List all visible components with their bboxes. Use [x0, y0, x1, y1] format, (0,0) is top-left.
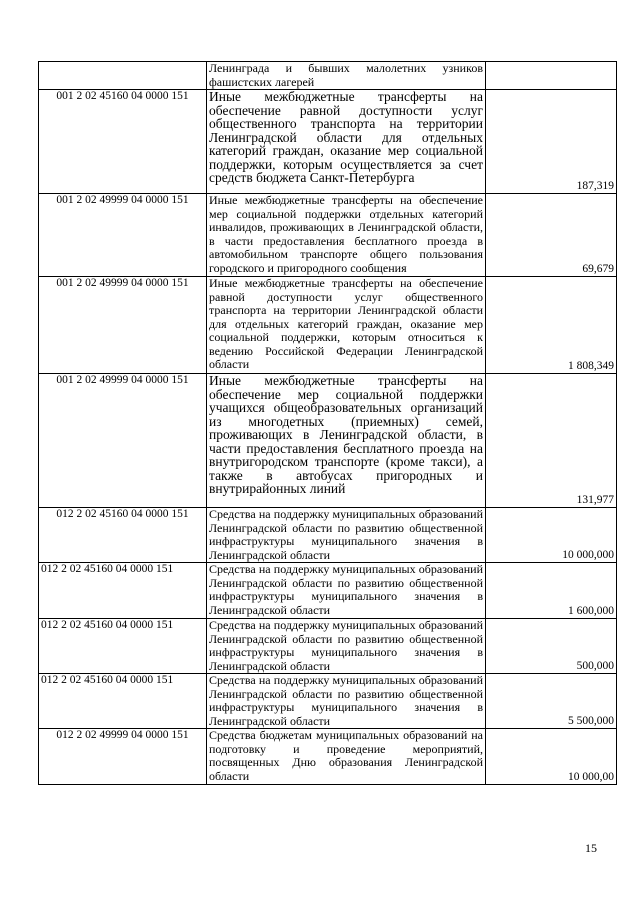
- table-row: [39, 62, 617, 90]
- description-cell: Средства на поддержку муниципальных образований Ленинградской области по развитию общественной инфраструктуры муниципального значения в Ленинградской области: [207, 619, 486, 674]
- budget-table: [38, 61, 617, 785]
- description-cell: Иные межбюджетные трансферты на обеспечение равной доступности услуг общественного транспорта на территории Ленинградской области для отдельных категорий граждан, оказание мер социальной поддержки, которым относиться к ведению Российской Федерации Ленинградской области: [207, 277, 486, 374]
- table-row: [39, 90, 617, 194]
- table-row: [39, 277, 617, 374]
- amount-cell: 10 000,000: [486, 508, 617, 563]
- amount-cell: 187,319: [486, 90, 617, 194]
- description-cell: Ленинграда и бывших малолетних узников фашистских лагерей: [207, 62, 486, 90]
- table-row: [39, 619, 617, 674]
- code-cell: 001 2 02 49999 04 0000 151: [39, 194, 207, 277]
- code-cell: 001 2 02 45160 04 0000 151: [39, 90, 207, 194]
- description-cell: Средства на поддержку муниципальных образований Ленинградской области по развитию общественной инфраструктуры муниципального значения в Ленинградской области: [207, 508, 486, 563]
- table-row: [39, 194, 617, 277]
- description-cell: Средства бюджетам муниципальных образований на подготовку и проведение мероприятий, посвященных Дню образования Ленинградской области: [207, 729, 486, 785]
- code-cell: 001 2 02 49999 04 0000 151: [39, 277, 207, 374]
- code-cell: 012 2 02 49999 04 0000 151: [39, 729, 207, 785]
- description-cell: Иные межбюджетные трансферты на обеспечение равной доступности услуг общественного транспорта на территории Ленинградской области для отдельных категорий граждан, оказание мер социальной поддержки, которым осуществляется за счет средств бюджета Санкт-Петербурга: [207, 90, 486, 194]
- description-cell: Средства на поддержку муниципальных образований Ленинградской области по развитию общественной инфраструктуры муниципального значения в Ленинградской области: [207, 674, 486, 729]
- description-cell: Средства на поддержку муниципальных образований Ленинградской области по развитию общественной инфраструктуры муниципального значения в Ленинградской области: [207, 563, 486, 619]
- code-cell: 012 2 02 45160 04 0000 151: [39, 563, 207, 619]
- amount-cell: 500,000: [486, 619, 617, 674]
- code-cell: 012 2 02 45160 04 0000 151: [39, 619, 207, 674]
- table-row: [39, 674, 617, 729]
- code-cell: 001 2 02 49999 04 0000 151: [39, 374, 207, 508]
- amount-cell: 5 500,000: [486, 674, 617, 729]
- code-cell: 012 2 02 45160 04 0000 151: [39, 508, 207, 563]
- amount-cell: 1 600,000: [486, 563, 617, 619]
- table-row: [39, 563, 617, 619]
- table-row: [39, 729, 617, 785]
- page-number: 15: [585, 841, 597, 855]
- table-row: [39, 508, 617, 563]
- amount-cell: 131,977: [486, 374, 617, 508]
- table-row: [39, 374, 617, 508]
- code-cell: 012 2 02 45160 04 0000 151: [39, 674, 207, 729]
- description-cell: Иные межбюджетные трансферты на обеспечение мер социальной поддержки учащихся общеобразовательных организаций из многодетных (приемных) семей, проживающих в Ленинградской области, в части предоставления бесплатного проезда на внутригородском транспорте (кроме такси), а также в автобусах пригородных и внутрирайонных линий: [207, 374, 486, 508]
- amount-cell: [486, 62, 617, 90]
- amount-cell: 10 000,00: [486, 729, 617, 785]
- amount-cell: 1 808,349: [486, 277, 617, 374]
- description-cell: Иные межбюджетные трансферты на обеспечение мер социальной поддержки отдельных категорий инвалидов, проживающих в Ленинградской области, в части предоставления бесплатного проезда в автомобильном транспорте общего пользования городского и пригородного сообщения: [207, 194, 486, 277]
- amount-cell: 69,679: [486, 194, 617, 277]
- code-cell: [39, 62, 207, 90]
